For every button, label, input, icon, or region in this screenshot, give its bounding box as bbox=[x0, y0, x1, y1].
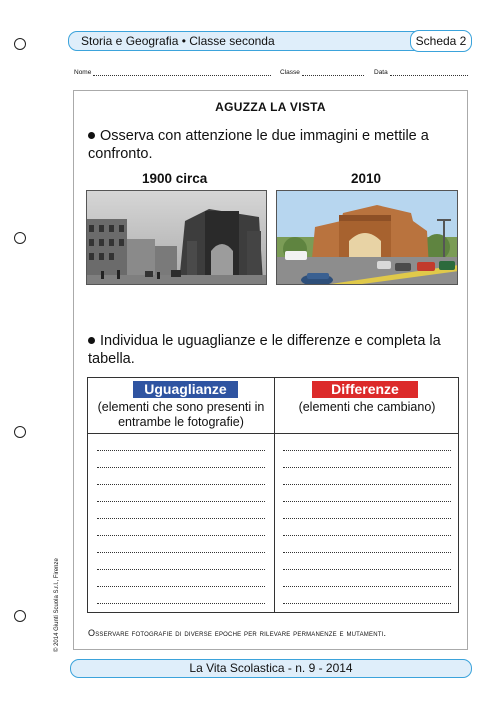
date-label: Data bbox=[374, 69, 388, 76]
answer-line[interactable] bbox=[283, 484, 451, 485]
learning-objective: Osservare fotografie di diverse epoche per rilevare permanenze e mutamenti. bbox=[88, 628, 387, 638]
column-uguaglianze bbox=[88, 378, 274, 612]
worksheet-frame bbox=[73, 90, 468, 650]
answer-line[interactable] bbox=[283, 552, 451, 553]
answer-line[interactable] bbox=[97, 484, 265, 485]
bullet-icon bbox=[88, 337, 95, 344]
binder-hole-4 bbox=[14, 610, 26, 622]
answer-line[interactable] bbox=[97, 586, 265, 587]
column-differenze bbox=[274, 378, 460, 612]
answer-line[interactable] bbox=[283, 501, 451, 502]
answer-line[interactable] bbox=[97, 501, 265, 502]
answer-line[interactable] bbox=[97, 450, 265, 451]
photo-1900 bbox=[86, 190, 267, 285]
worksheet-title: AGUZZA LA VISTA bbox=[215, 100, 326, 114]
differenze-heading: Differenze bbox=[312, 381, 418, 398]
class-label: Classe bbox=[280, 69, 300, 76]
answer-line[interactable] bbox=[283, 603, 451, 604]
class-field[interactable] bbox=[280, 68, 364, 76]
answer-line[interactable] bbox=[97, 535, 265, 536]
date-field[interactable] bbox=[374, 68, 468, 76]
differenze-subheading: (elementi che cambiano) bbox=[298, 400, 436, 414]
answer-line[interactable] bbox=[283, 586, 451, 587]
answer-line[interactable] bbox=[97, 569, 265, 570]
comparison-table bbox=[87, 377, 459, 613]
answer-line[interactable] bbox=[283, 450, 451, 451]
answer-line[interactable] bbox=[97, 518, 265, 519]
sheet-tab: Scheda 2 bbox=[410, 30, 472, 52]
answer-line[interactable] bbox=[97, 552, 265, 553]
answer-line[interactable] bbox=[97, 603, 265, 604]
photo-left-year: 1900 circa bbox=[142, 171, 208, 186]
header-bar bbox=[68, 31, 472, 51]
name-label: Nome bbox=[74, 69, 92, 76]
photo-2010-drawing bbox=[277, 191, 458, 285]
uguaglianze-heading: Uguaglianze bbox=[133, 381, 238, 398]
photo-1900-drawing bbox=[87, 191, 267, 285]
bullet-icon bbox=[88, 132, 95, 139]
binder-hole-3 bbox=[14, 426, 26, 438]
answer-line[interactable] bbox=[283, 518, 451, 519]
name-field[interactable] bbox=[74, 68, 271, 76]
photo-2010 bbox=[276, 190, 458, 285]
footer-bar: La Vita Scolastica - n. 9 - 2014 bbox=[70, 659, 472, 678]
instruction-1: Osserva con attenzione le due immagini e mettile a confronto. bbox=[88, 128, 429, 162]
photo-right-year: 2010 bbox=[351, 171, 382, 186]
instruction-2: Individua le uguaglianze e le differenze e completa la tabella. bbox=[88, 333, 441, 367]
subject-label: Storia e Geografia • Classe seconda bbox=[81, 34, 275, 48]
copyright-note: © 2014 Giunti Scuola S.r.l., Firenze bbox=[54, 558, 60, 652]
answer-line[interactable] bbox=[283, 569, 451, 570]
binder-hole-1 bbox=[14, 38, 26, 50]
answer-line[interactable] bbox=[97, 467, 265, 468]
uguaglianze-subheading: (elementi che sono presenti in entrambe le fotografie) bbox=[97, 400, 265, 429]
answer-line[interactable] bbox=[283, 535, 451, 536]
binder-hole-2 bbox=[14, 232, 26, 244]
answer-line[interactable] bbox=[283, 467, 451, 468]
